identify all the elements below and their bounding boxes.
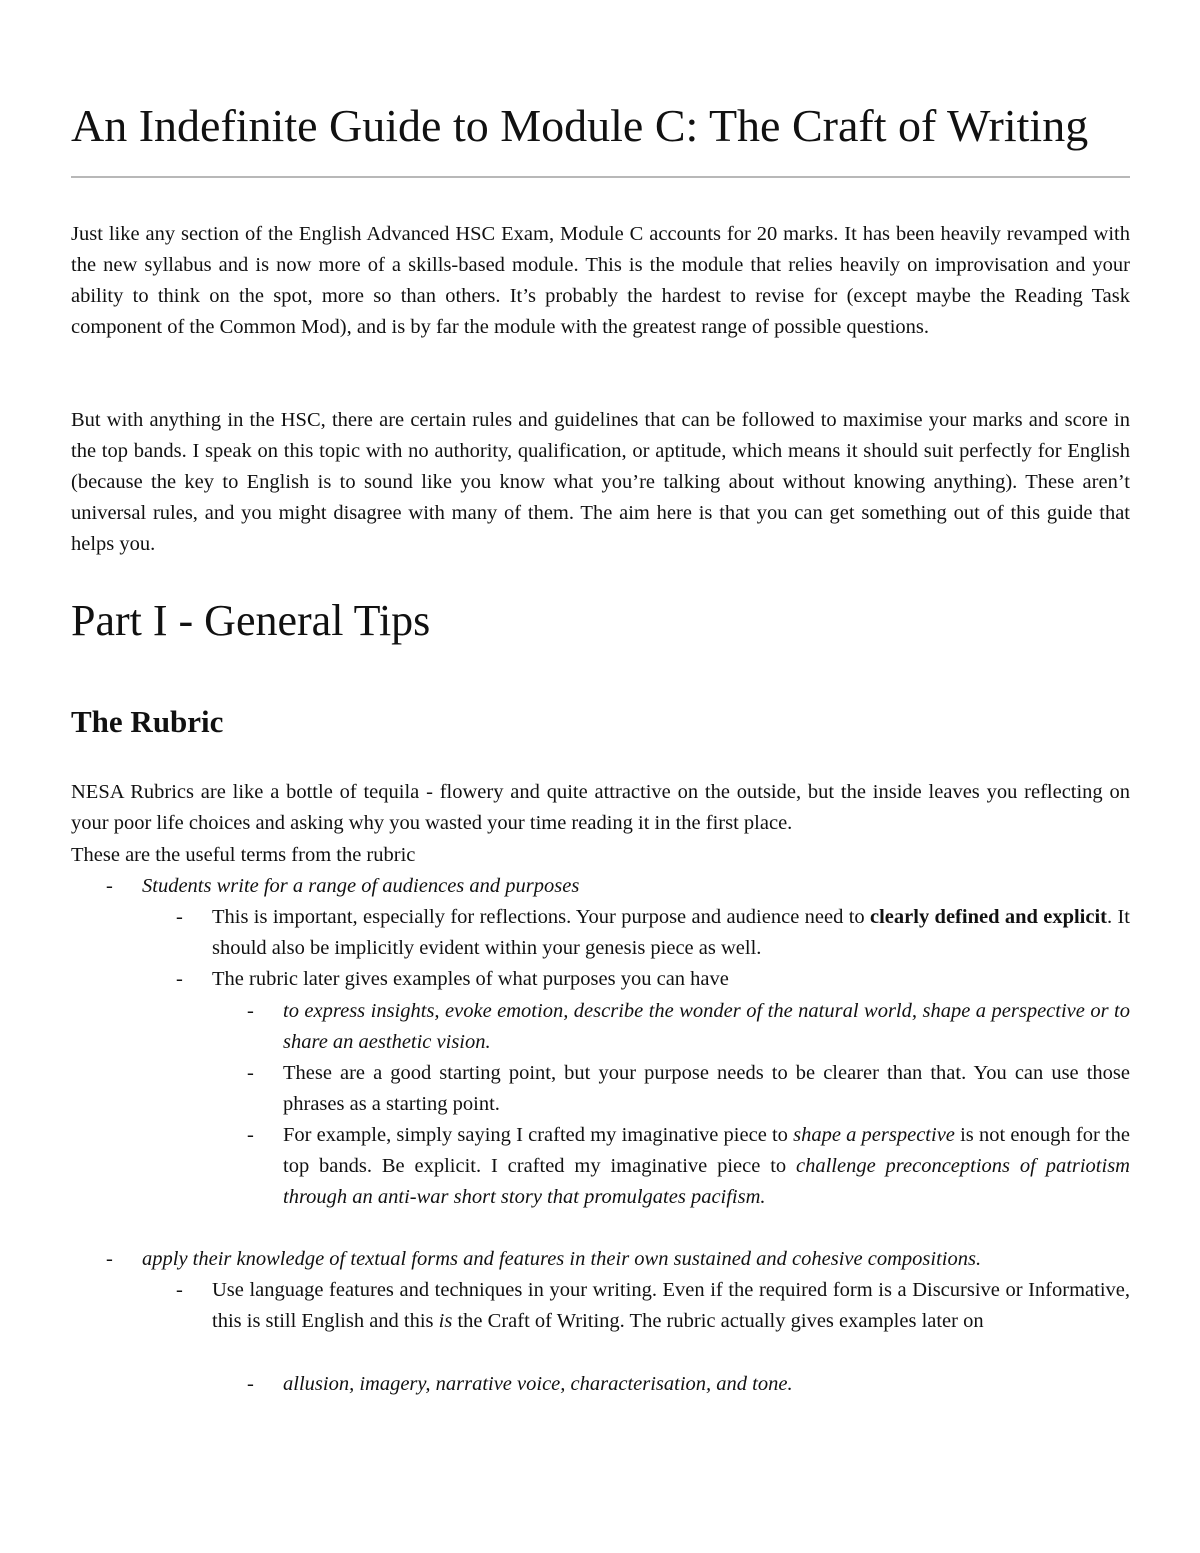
emphasis-text: challenge preconceptions of patriotism through an anti-war short story that promulgates pacifism. [283, 1155, 1130, 1208]
list-item [247, 1120, 1130, 1213]
list-text: The rubric later gives examples of what purposes you can have [212, 968, 729, 990]
rubric-quote: allusion, imagery, narrative voice, characterisation, and tone. [283, 1373, 793, 1395]
list-text: the Craft of Writing. The rubric actually gives examples later on [452, 1310, 984, 1332]
rubric-paragraph: NESA Rubrics are like a bottle of tequila - flowery and quite attractive on the outside, but the inside leaves you reflecting on your poor life choices and asking why you wasted your time reading it in the first place. [71, 781, 1130, 834]
emphasis-text: is [438, 1310, 453, 1332]
bullet-dash: - [106, 875, 113, 897]
bullet-dash: - [176, 968, 183, 990]
bullet-dash: - [247, 1062, 254, 1084]
bullet-dash: - [176, 906, 183, 928]
list-text: For example, simply saying I crafted my imaginative piece to [283, 1124, 794, 1146]
bullet-dash: - [106, 1248, 113, 1270]
bullet-dash: - [247, 1373, 254, 1395]
bullet-dash: - [247, 1000, 254, 1022]
part-heading: Part I - General Tips [71, 596, 431, 645]
list-text: This is important, especially for reflections. Your purpose and audience need to [212, 906, 870, 928]
list-text: . It should also be implicitly evident within your genesis piece as well. [212, 906, 1130, 959]
list-item [247, 1369, 1130, 1400]
bullet-dash: - [247, 1124, 254, 1146]
list-item [106, 1244, 1130, 1275]
list-text: Use language features and techniques in your writing. Even if the required form is a Discursive or Informative, this is still English and this [212, 1279, 1130, 1332]
intro-paragraph-2: But with anything in the HSC, there are certain rules and guidelines that can be followed to maximise your marks and score in the top bands. I speak on this topic with no authority, qualification, or aptitude, which means it should suit perfectly for English (because the key to English is to sound like you know what you’re talking about without knowing anything). These aren’t universal rules, and you might disagree with many of them. The aim here is that you can get something out of this guide that helps you. [71, 409, 1130, 555]
list-text: These are a good starting point, but your purpose needs to be clearer than that. You can use those phrases as a starting point. [283, 1062, 1130, 1115]
list-item [176, 964, 1130, 995]
rubric-term: Students write for a range of audiences and purposes [142, 875, 580, 897]
rubric-quote: to express insights, evoke emotion, describe the wonder of the natural world, shape a perspective or to share an aesthetic vision. [283, 1000, 1130, 1053]
list-item [176, 902, 1130, 964]
section-heading-rubric: The Rubric [71, 704, 224, 739]
document-title: An Indefinite Guide to Module C: The Craft of Writing [71, 100, 1089, 151]
list-item [247, 996, 1130, 1058]
list-item [176, 1275, 1130, 1337]
intro-paragraph-1: Just like any section of the English Advanced HSC Exam, Module C accounts for 20 marks. It has been heavily revamped with the new syllabus and is now more of a skills-based module. This is the module that relies heavily on improvisation and your ability to think on the spot, more so than others. It’s probably the hardest to revise for (except maybe the Reading Task component of the Common Mod), and is by far the module with the greatest range of possible questions. [71, 223, 1130, 338]
bullet-dash: - [176, 1279, 183, 1301]
emphasis-text: shape a perspective [793, 1124, 955, 1146]
list-text: is not enough for the top bands. Be explicit. I crafted my imaginative piece to [283, 1124, 1130, 1177]
emphasis-text: clearly defined and explicit [870, 906, 1107, 928]
list-item [247, 1058, 1130, 1120]
title-divider [71, 176, 1130, 178]
list-item [106, 871, 1130, 902]
rubric-term: apply their knowledge of textual forms and features in their own sustained and cohesive compositions. [142, 1248, 982, 1270]
rubric-intro-line: These are the useful terms from the rubric [71, 844, 416, 866]
